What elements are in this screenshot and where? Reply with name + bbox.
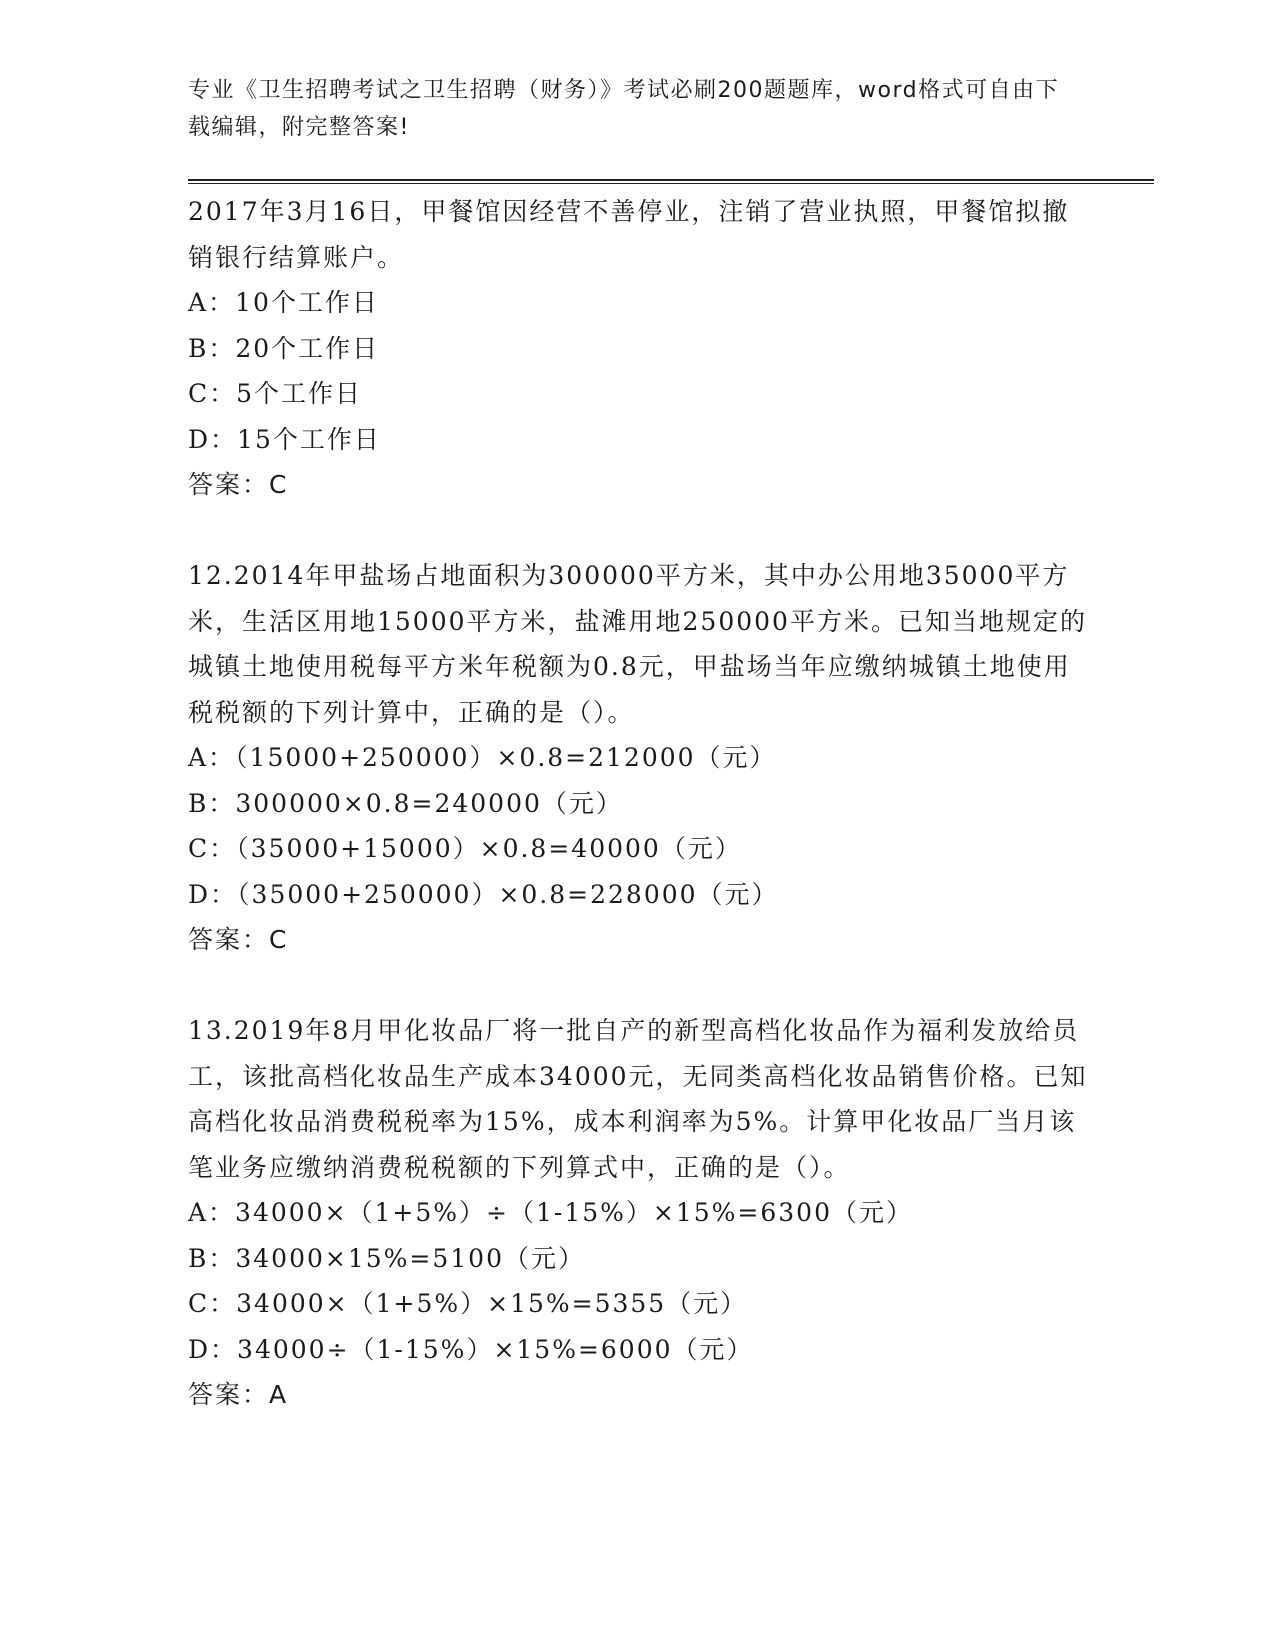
question-block [188, 1008, 1088, 1418]
option-a: A：10个工作日 [188, 288, 379, 317]
spacer [188, 963, 1088, 1008]
question-list [188, 189, 1088, 1418]
option-c: C：34000×（1+5%）×15%=5355（元） [188, 1289, 748, 1318]
document-header: 专业《卫生招聘考试之卫生招聘（财务）》考试必刷200题题库，word格式可自由下载编辑，附完整答案! [188, 78, 1060, 140]
question-text: 2017年3月16日，甲餐馆因经营不善停业，注销了营业执照，甲餐馆拟撤销银行结算账户。 [188, 197, 1070, 272]
question-text: 13.2019年8月甲化妆品厂将一批自产的新型高档化妆品作为福利发放给员工，该批高档化妆品生产成本34000元，无同类高档化妆品销售价格。已知高档化妆品消费税税率为15%，成本利润率为5%。计算甲化妆品厂当月该笔业务应缴纳消费税税额的下列算式中，正确的是（）。 [188, 1016, 1088, 1182]
option-d: D：（35000+250000）×0.8=228000（元） [188, 879, 779, 909]
option-c: C：5个工作日 [188, 379, 363, 408]
answer-line: 答案：C [188, 925, 289, 954]
header-rule-thin [188, 183, 1154, 184]
option-c: C：（35000+15000）×0.8=40000（元） [188, 834, 742, 863]
option-a: A：（15000+250000）×0.8=212000（元） [188, 743, 777, 772]
option-b: B：20个工作日 [188, 333, 380, 363]
answer-line: 答案：C [188, 470, 289, 499]
option-d: D：34000÷（1-15%）×15%=6000（元） [188, 1334, 754, 1364]
spacer [188, 508, 1088, 553]
option-b: B：34000×15%=5100（元） [188, 1243, 585, 1273]
option-a: A：34000×（1+5%）÷（1-15%）×15%=6300（元） [188, 1198, 913, 1227]
question-text: 12.2014年甲盐场占地面积为300000平方米，其中办公用地35000平方米，生活区用地15000平方米，盐滩用地250000平方米。已知当地规定的城镇土地使用税每平方米年税额为0.8元，甲盐场当年应缴纳城镇土地使用税税额的下列计算中，正确的是（）。 [188, 561, 1087, 727]
option-d: D：15个工作日 [188, 424, 381, 454]
header-rule-thick [188, 179, 1154, 181]
answer-line: 答案：A [188, 1380, 289, 1409]
question-block [188, 553, 1088, 963]
option-b: B：300000×0.8=240000（元） [188, 788, 623, 818]
question-block [188, 189, 1088, 508]
